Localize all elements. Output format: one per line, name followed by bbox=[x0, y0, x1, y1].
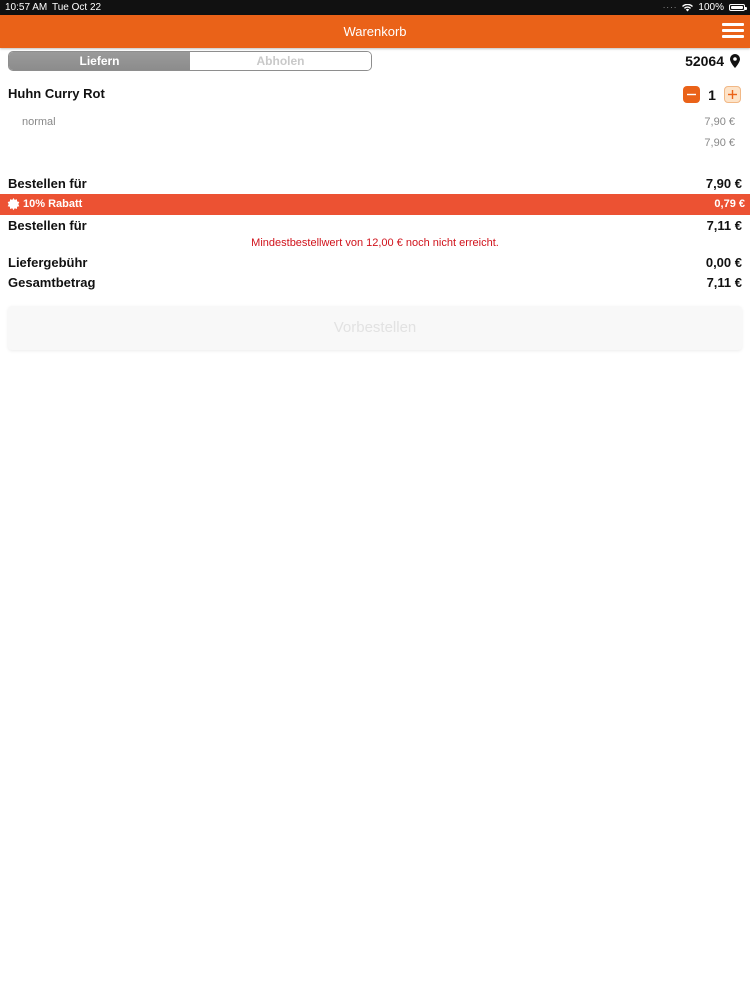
postal-code[interactable]: 52064 bbox=[685, 53, 724, 69]
subtotal-label: Bestellen für bbox=[8, 176, 87, 191]
decrease-quantity-button[interactable] bbox=[683, 86, 700, 103]
plus-icon bbox=[728, 90, 737, 99]
total-value: 7,11 € bbox=[706, 275, 742, 290]
discounted-subtotal-value: 7,11 € bbox=[706, 218, 742, 233]
status-time: 10:57 AM bbox=[5, 2, 48, 13]
discount-value: 0,79 € bbox=[714, 198, 745, 210]
total-label: Gesamtbetrag bbox=[8, 275, 96, 290]
page-title: Warenkorb bbox=[343, 24, 407, 39]
cart-item-name: Huhn Curry Rot bbox=[8, 86, 105, 101]
location-pin-icon[interactable] bbox=[730, 54, 740, 68]
delivery-mode-segment bbox=[8, 51, 372, 71]
quantity-value: 1 bbox=[708, 87, 716, 103]
cart-item-variant: normal bbox=[22, 116, 56, 128]
status-date: Tue Oct 22 bbox=[52, 2, 102, 13]
discount-badge-icon bbox=[7, 198, 20, 211]
nav-bar bbox=[0, 15, 750, 48]
battery-icon bbox=[729, 4, 745, 11]
preorder-button[interactable]: Vorbestellen bbox=[8, 306, 742, 350]
cart-item-total: 7,90 € bbox=[704, 137, 735, 149]
increase-quantity-button[interactable] bbox=[724, 86, 741, 103]
discount-bar bbox=[0, 194, 750, 215]
status-icons bbox=[663, 0, 745, 15]
wifi-icon bbox=[682, 4, 693, 12]
cart-item-variant-price: 7,90 € bbox=[704, 116, 735, 128]
battery-percent: 100% bbox=[698, 2, 724, 13]
hamburger-menu-icon[interactable] bbox=[722, 23, 744, 39]
minimum-order-warning: Mindestbestellwert von 12,00 € noch nicht erreicht. bbox=[251, 237, 499, 249]
status-bar bbox=[0, 0, 750, 15]
delivery-fee-label: Liefergebühr bbox=[8, 255, 88, 270]
subtotal-value: 7,90 € bbox=[705, 176, 742, 191]
discount-label: 10% Rabatt bbox=[23, 198, 83, 210]
delivery-fee-value: 0,00 € bbox=[705, 255, 742, 270]
signal-dots-icon: ···· bbox=[662, 3, 678, 12]
tab-liefern[interactable]: Liefern bbox=[9, 52, 190, 70]
tab-abholen[interactable]: Abholen bbox=[190, 52, 371, 70]
discounted-subtotal-label: Bestellen für bbox=[8, 218, 87, 233]
minus-icon bbox=[687, 90, 696, 99]
